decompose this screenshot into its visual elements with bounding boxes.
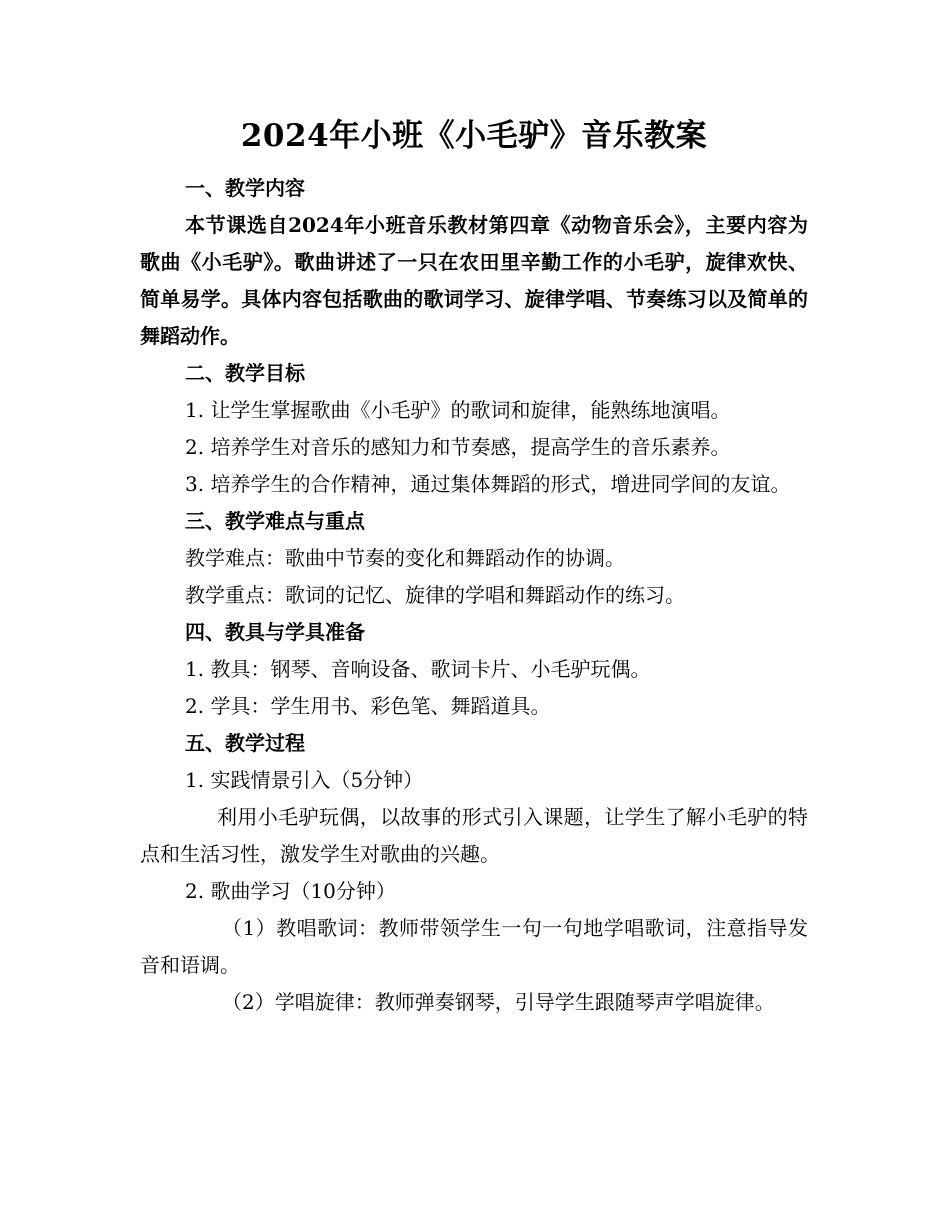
process-step-2-sub-1: （1）教唱歌词：教师带领学生一句一句地学唱歌词，注意指导发音和语调。 [140,916,808,977]
difficulty-line: 教学难点：歌曲中节奏的变化和舞蹈动作的协调。 [185,546,625,570]
document-body [140,112,808,1021]
section-heading-process: 五、教学过程 [185,731,305,755]
process-step-1-text: 利用小毛驴玩偶，以故事的形式引入课题，让学生了解小毛驴的特点和生活习性，激发学生对歌曲的兴趣。 [140,805,808,866]
process-step-2-sub-2: （2）学唱旋律：教师弹奏钢琴，引导学生跟随琴声学唱旋律。 [222,990,775,1014]
materials-item-1: 1. 教具：钢琴、音响设备、歌词卡片、小毛驴玩偶。 [185,657,651,681]
document-title: 2024年小班《小毛驴》音乐教案 [240,118,708,154]
content-paragraph: 本节课选自2024年小班音乐教材第四章《动物音乐会》，主要内容为歌曲《小毛驴》。歌曲讲述了一只在农田里辛勤工作的小毛驴，旋律欢快、简单易学。具体内容包括歌曲的歌词学习、旋律学唱、节奏练习以及简单的舞蹈动作。 [140,213,808,348]
key-point-line: 教学重点：歌词的记忆、旋律的学唱和舞蹈动作的练习。 [185,583,685,607]
materials-item-2: 2. 学具：学生用书、彩色笔、舞蹈道具。 [185,694,551,718]
process-step-2-label: 2. 歌曲学习（10分钟） [185,879,396,903]
section-heading-content: 一、教学内容 [185,176,305,200]
objective-item-3: 3. 培养学生的合作精神，通过集体舞蹈的形式，增进同学间的友谊。 [185,472,791,496]
section-heading-materials: 四、教具与学具准备 [185,620,365,644]
section-heading-objectives: 二、教学目标 [185,361,305,385]
section-heading-difficulty: 三、教学难点与重点 [185,509,365,533]
process-step-1-label: 1. 实践情景引入（5分钟） [185,768,424,792]
objective-item-1: 1. 让学生掌握歌曲《小毛驴》的歌词和旋律，能熟练地演唱。 [185,398,731,422]
objective-item-2: 2. 培养学生对音乐的感知力和节奏感，提高学生的音乐素养。 [185,435,731,459]
